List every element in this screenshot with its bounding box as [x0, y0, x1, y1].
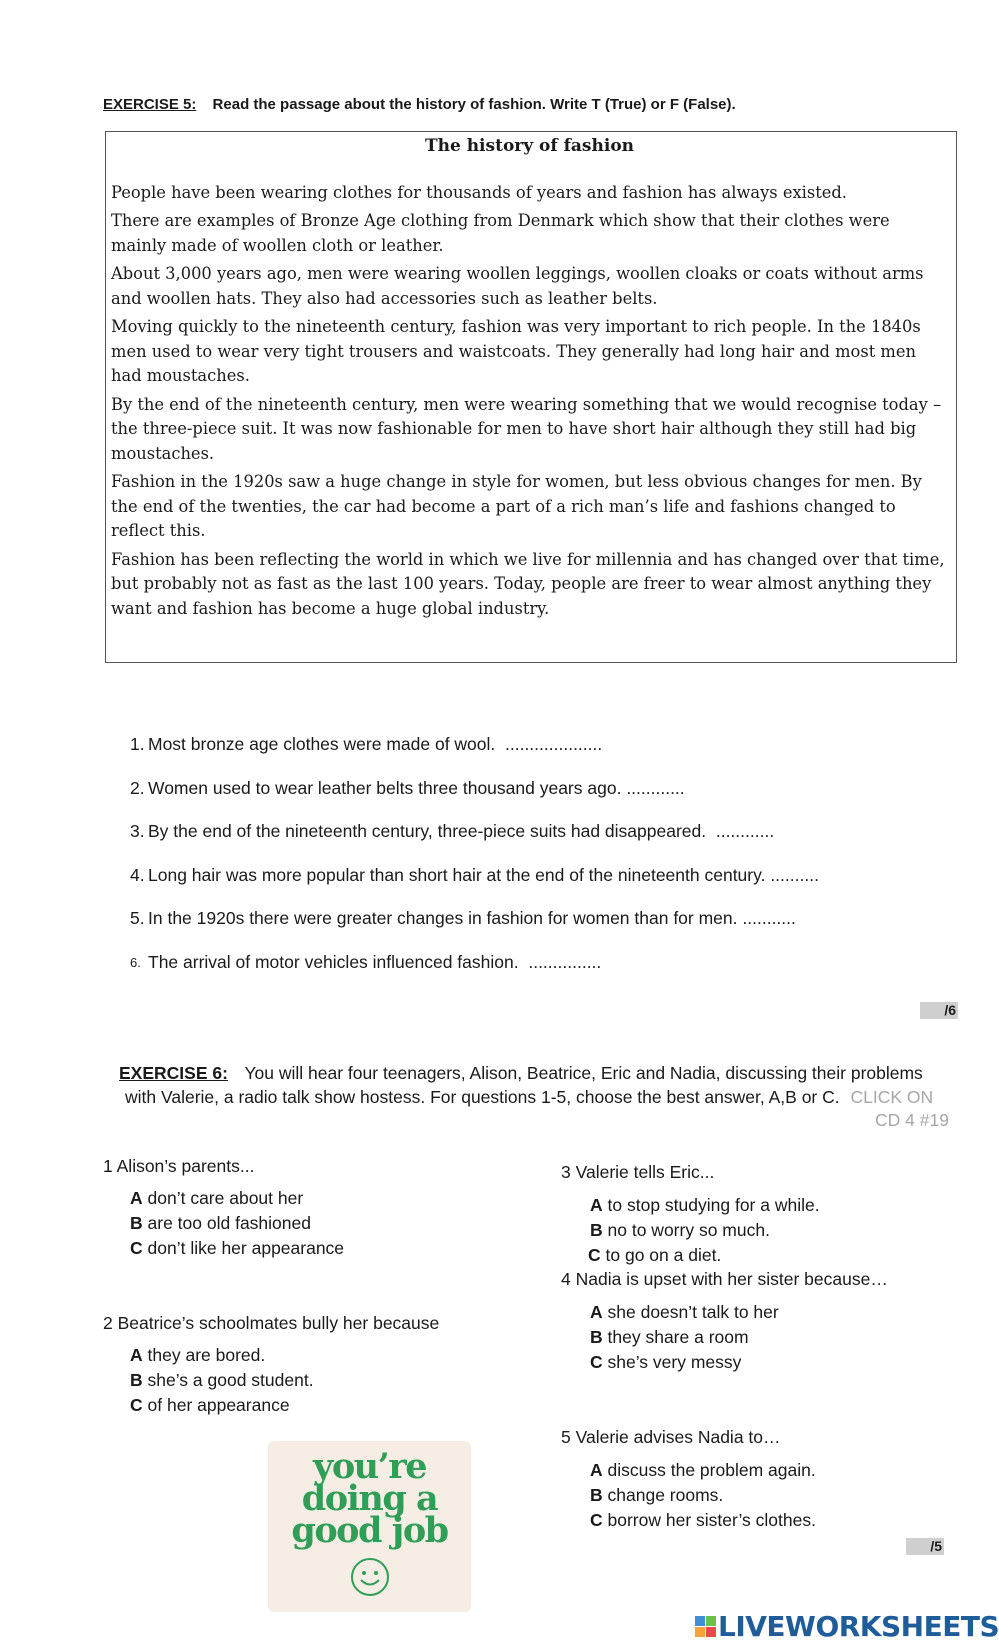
smiley-icon [350, 1557, 390, 1597]
tf-answer-blank[interactable]: ............ [715, 821, 775, 842]
mc-option[interactable]: A to stop studying for a while. [590, 1195, 820, 1215]
tf-text: By the end of the nineteenth century, three-piece suits had disappeared. [148, 821, 707, 842]
exercise5-label: EXERCISE 5: [103, 96, 197, 113]
liveworksheets-logo[interactable] [695, 1610, 999, 1643]
passage-paragraph: Moving quickly to the nineteenth century, fashion was very important to rich people. In the 1840s men used to wear very tight trousers and waistcoats. They generally had long hair and most men had moustaches. [111, 317, 921, 385]
tf-question [130, 908, 819, 952]
mc-question-stem: 2 Beatrice’s schoolmates bully her because [103, 1313, 440, 1333]
sticker-line: good job [291, 1510, 448, 1551]
mc-option[interactable]: B change rooms. [590, 1485, 724, 1505]
passage-title: The history of fashion [424, 136, 635, 156]
tf-number: 6. [130, 954, 141, 970]
passage-paragraph: People have been wearing clothes for thousands of years and fashion has always existed. [111, 182, 847, 202]
cd-reference: CD 4 #19 [875, 1110, 949, 1130]
exercise5-header [103, 96, 736, 113]
passage-box [105, 131, 957, 663]
logo-text: LIVEWORKSHEETS [718, 1610, 999, 1643]
sticker-text [268, 1446, 471, 1551]
tf-text: In the 1920s there were greater changes in fashion for women than for men. [148, 908, 738, 929]
passage-paragraph: By the end of the nineteenth century, men were wearing something that we would recognise today – the three-piece suit. It was now fashionable for men to have short hair although they still had big moustaches. [111, 394, 942, 463]
passage-paragraph: About 3,000 years ago, men were wearing woollen leggings, woollen cloaks or coats without arms and woollen hats. They also had accessories such as leather belts. [111, 264, 924, 308]
mc-option[interactable]: C of her appearance [130, 1395, 290, 1415]
exercise6-instruction-line1 [119, 1063, 923, 1084]
mc-option[interactable]: C she’s very messy [590, 1352, 742, 1372]
true-false-list [130, 734, 819, 996]
mc-option[interactable]: A they are bored. [130, 1345, 266, 1365]
sticker-line: you’re [312, 1446, 427, 1487]
mc-option[interactable]: B they share a room [590, 1327, 749, 1347]
exercise6-label: EXERCISE 6: [119, 1063, 228, 1083]
mc-option[interactable]: A don’t care about her [130, 1188, 304, 1208]
passage-paragraph: There are examples of Bronze Age clothing from Denmark which show that their clothes were mainly made of woollen cloth or leather. [111, 211, 890, 255]
sticker-line: doing a [301, 1478, 438, 1519]
tf-question [130, 865, 819, 909]
tf-question [130, 778, 819, 822]
exercise6-instruction-line2 [125, 1087, 933, 1108]
mc-question-stem: 3 Valerie tells Eric... [561, 1162, 715, 1182]
mc-option[interactable]: C don’t like her appearance [130, 1238, 345, 1258]
exercise5-instruction: Read the passage about the history of fashion. Write T (True) or F (False). [212, 96, 736, 113]
tf-text: Women used to wear leather belts three thousand years ago. [148, 777, 622, 798]
tf-question [130, 734, 819, 778]
tf-answer-blank[interactable]: .......... [770, 864, 819, 885]
tf-answer-blank[interactable]: ........... [742, 908, 796, 929]
mc-question-stem: 1 Alison’s parents... [103, 1156, 255, 1176]
exercise6-instruction-text: with Valerie, a radio talk show hostess. For questions 1-5, choose the best answer, A,B or C. [125, 1087, 840, 1107]
tf-answer-blank[interactable]: .................... [505, 734, 603, 754]
tf-text: Most bronze age clothes were made of wool. [148, 734, 496, 754]
tf-number: 4. [130, 864, 145, 885]
tf-number: 5. [130, 908, 145, 929]
tf-number: 1. [130, 734, 145, 754]
tf-answer-blank[interactable]: ............ [626, 777, 685, 798]
mc-option[interactable]: B no to worry so much. [590, 1220, 770, 1240]
liveworksheets-logo-icon [695, 1616, 716, 1637]
click-on-link[interactable]: CLICK ON [850, 1087, 934, 1107]
mc-option[interactable]: C borrow her sister’s clothes. [590, 1510, 816, 1530]
mc-option[interactable]: A discuss the problem again. [590, 1460, 816, 1480]
tf-question [130, 821, 819, 865]
mc-option[interactable]: B she’s a good student. [130, 1370, 314, 1390]
exercise6-score: /5 [906, 1538, 944, 1555]
mc-option[interactable]: C to go on a diet. [588, 1245, 722, 1265]
exercise5-score: /6 [920, 1002, 958, 1019]
passage-paragraph: Fashion in the 1920s saw a huge change in style for women, but less obvious changes for men. By the end of the twenties, the car had become a part of a rich man’s life and fashions changed to reflect this. [111, 472, 922, 540]
tf-text: Long hair was more popular than short hair at the end of the nineteenth century. [148, 864, 766, 885]
tf-number: 2. [130, 777, 145, 798]
mc-option[interactable]: A she doesn’t talk to her [590, 1302, 779, 1322]
tf-text: The arrival of motor vehicles influenced fashion. [148, 951, 519, 972]
passage-paragraph: Fashion has been reflecting the world in which we live for millennia and has changed over that time, but probably not as fast as the last 100 years. Today, people are freer to wear almost anything they want and fashion has become a huge global industry. [111, 549, 945, 618]
mc-question-stem: 4 Nadia is upset with her sister because… [561, 1269, 888, 1289]
mc-option[interactable]: B are too old fashioned [130, 1213, 311, 1233]
mc-question-stem: 5 Valerie advises Nadia to… [561, 1427, 781, 1447]
tf-answer-blank[interactable]: ............... [528, 951, 602, 972]
tf-number: 3. [130, 821, 145, 842]
exercise6-instruction-text: You will hear four teenagers, Alison, Beatrice, Eric and Nadia, discussing their problems [244, 1063, 923, 1083]
tf-question [130, 952, 819, 996]
encouragement-sticker [268, 1441, 471, 1612]
